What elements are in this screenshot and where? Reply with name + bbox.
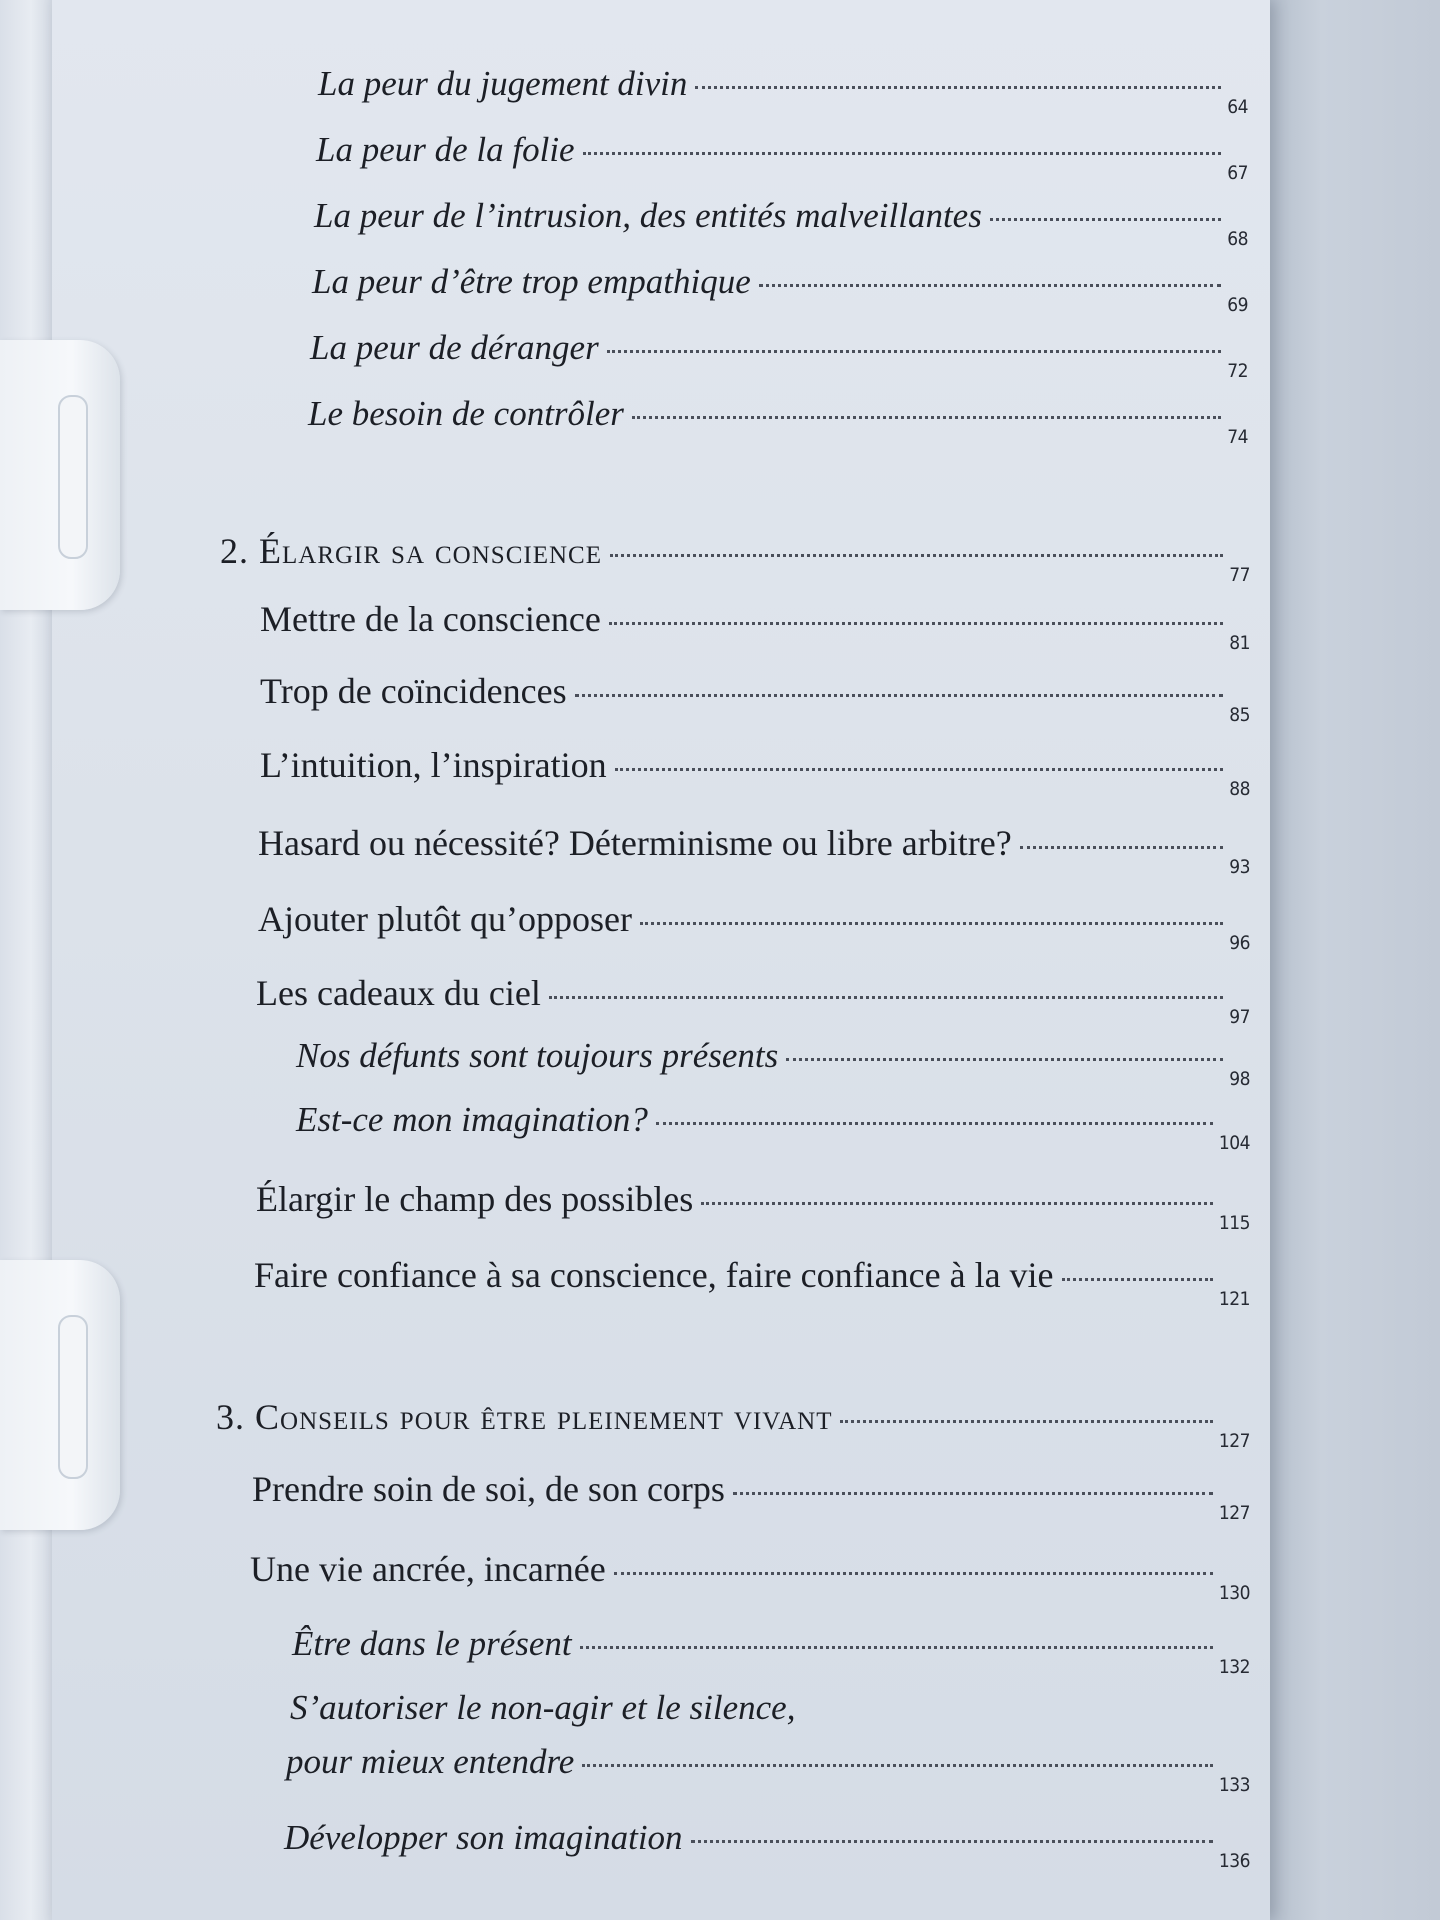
dot-leader <box>990 218 1221 221</box>
dot-leader <box>733 1492 1213 1495</box>
toc-page-number: 132 <box>1218 1656 1250 1678</box>
toc-entry[interactable] <box>318 64 1248 118</box>
toc-entry-label: La peur de déranger <box>310 328 599 367</box>
clip-slot <box>58 395 88 559</box>
dot-leader <box>691 1840 1213 1843</box>
toc-entry[interactable] <box>258 898 1250 954</box>
toc-page-number: 93 <box>1229 856 1250 878</box>
dot-leader <box>656 1122 1213 1125</box>
toc-entry[interactable] <box>254 1254 1250 1310</box>
toc-entry-label: Trop de coïncidences <box>260 671 567 711</box>
dot-leader <box>640 922 1223 925</box>
toc-entry-label: La peur d’être trop empathique <box>312 262 751 301</box>
toc-page-number: 88 <box>1229 778 1250 800</box>
binder-clip-bottom <box>0 1260 120 1530</box>
toc-page-number: 133 <box>1218 1774 1250 1796</box>
toc-entry[interactable] <box>260 670 1250 726</box>
dot-leader <box>615 768 1224 771</box>
chapter-heading-2[interactable] <box>220 530 1250 586</box>
toc-entry-label: Ajouter plutôt qu’opposer <box>258 899 632 939</box>
toc-entry[interactable] <box>256 1178 1250 1234</box>
toc-entry-label: Faire confiance à sa conscience, faire confiance à la vie <box>254 1255 1054 1295</box>
toc-entry-label: Mettre de la conscience <box>260 599 601 639</box>
toc-entry-label: La peur du jugement divin <box>318 64 688 103</box>
toc-page-number: 74 <box>1227 426 1248 448</box>
toc-entry-label: L’intuition, l’inspiration <box>260 745 607 785</box>
toc-entry[interactable] <box>260 744 1250 800</box>
dot-leader <box>840 1420 1212 1423</box>
chapter-number: 3. <box>216 1397 245 1437</box>
toc-page-number: 136 <box>1218 1850 1250 1872</box>
dot-leader <box>575 694 1224 697</box>
dot-leader <box>609 622 1223 625</box>
toc-entry-label: Développer son imagination <box>284 1818 683 1857</box>
toc-entry-label: Élargir le champ des possibles <box>256 1179 694 1219</box>
toc-entry[interactable] <box>316 130 1248 184</box>
dot-leader <box>701 1202 1213 1205</box>
chapter-title-text: Conseils pour être pleinement vivant <box>255 1397 833 1437</box>
toc-page-number: 104 <box>1218 1132 1250 1154</box>
toc-entry-label: La peur de l’intrusion, des entités malveillantes <box>314 196 982 235</box>
toc-entry-label: Le besoin de contrôler <box>308 394 624 433</box>
toc-entry[interactable] <box>252 1468 1250 1524</box>
toc-page-number: 64 <box>1227 96 1248 118</box>
toc-entry[interactable] <box>258 822 1250 878</box>
dot-leader <box>632 416 1221 419</box>
toc-entry-label: Une vie ancrée, incarnée <box>250 1549 606 1589</box>
toc-entry-label: Prendre soin de soi, de son corps <box>252 1469 725 1509</box>
dot-leader <box>695 86 1221 89</box>
chapter-title <box>220 530 602 572</box>
dot-leader <box>583 152 1222 155</box>
toc-entry[interactable] <box>310 328 1248 382</box>
toc-page-number: 127 <box>1218 1502 1250 1524</box>
toc-page-number: 96 <box>1229 932 1250 954</box>
table-of-contents <box>52 0 1270 1920</box>
chapter-heading-3[interactable] <box>216 1396 1250 1452</box>
toc-page-number: 69 <box>1227 294 1248 316</box>
dot-leader <box>759 284 1222 287</box>
toc-entry[interactable] <box>296 1036 1250 1090</box>
toc-page-number: 115 <box>1218 1212 1250 1234</box>
clip-slot <box>58 1315 88 1479</box>
dot-leader <box>607 350 1222 353</box>
toc-entry-label: pour mieux entendre <box>286 1742 575 1781</box>
chapter-number: 2. <box>220 531 249 571</box>
toc-page-number: 130 <box>1218 1582 1250 1604</box>
toc-page-number: 72 <box>1227 360 1248 382</box>
toc-entry-label-line1: S’autoriser le non-agir et le silence, <box>290 1688 796 1727</box>
toc-entry-label: Est-ce mon imagination? <box>296 1100 648 1139</box>
toc-page-number: 127 <box>1218 1430 1250 1452</box>
toc-entry-label: Hasard ou nécessité? Déterminisme ou libre arbitre? <box>258 823 1012 863</box>
toc-entry[interactable] <box>286 1742 1250 1796</box>
toc-page-number: 85 <box>1229 704 1250 726</box>
dot-leader <box>614 1572 1213 1575</box>
toc-page-number: 121 <box>1218 1288 1250 1310</box>
toc-page-number: 81 <box>1229 632 1250 654</box>
toc-entry-label: Nos défunts sont toujours présents <box>296 1036 779 1075</box>
chapter-title-text: Élargir sa conscience <box>259 531 602 571</box>
dot-leader <box>786 1058 1223 1061</box>
toc-entry[interactable] <box>292 1624 1250 1678</box>
toc-page-number: 67 <box>1227 162 1248 184</box>
toc-entry[interactable] <box>308 394 1248 448</box>
next-page-edge <box>1270 0 1440 1920</box>
book-page <box>52 0 1270 1920</box>
toc-entry-label: Être dans le présent <box>292 1624 572 1663</box>
toc-entry-label: Les cadeaux du ciel <box>256 973 541 1013</box>
dot-leader <box>580 1646 1213 1649</box>
dot-leader <box>1020 846 1224 849</box>
binder-rail <box>0 0 57 1920</box>
toc-page-number: 98 <box>1229 1068 1250 1090</box>
toc-page-number: 68 <box>1227 228 1248 250</box>
toc-entry[interactable] <box>314 196 1248 250</box>
chapter-title <box>216 1396 832 1438</box>
toc-entry[interactable] <box>296 1100 1250 1154</box>
dot-leader <box>1062 1278 1213 1281</box>
toc-entry[interactable] <box>312 262 1248 316</box>
binder-clip-top <box>0 340 120 610</box>
dot-leader <box>610 554 1223 557</box>
dot-leader <box>582 1764 1213 1767</box>
toc-entry[interactable] <box>250 1548 1250 1604</box>
toc-entry[interactable] <box>284 1818 1250 1872</box>
dot-leader <box>549 996 1223 999</box>
toc-page-number: 77 <box>1229 564 1250 586</box>
toc-entry[interactable] <box>256 972 1250 1028</box>
toc-page-number: 97 <box>1229 1006 1250 1028</box>
toc-entry[interactable] <box>260 598 1250 654</box>
toc-entry-label: La peur de la folie <box>316 130 575 169</box>
